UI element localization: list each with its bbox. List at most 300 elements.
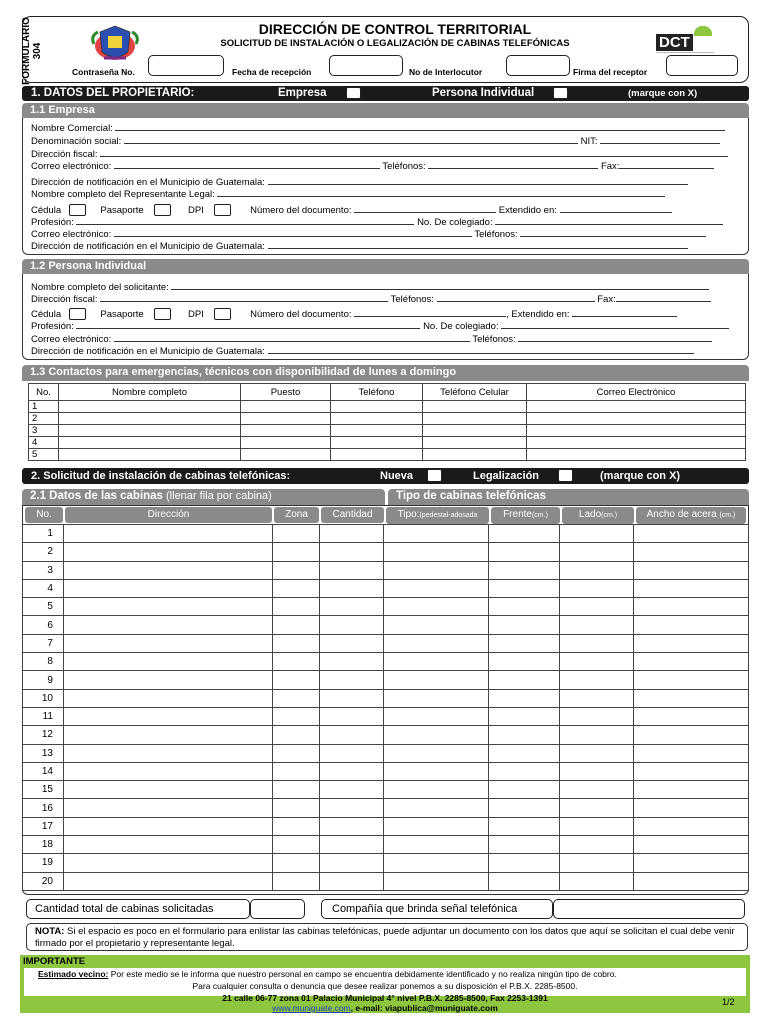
cell[interactable] <box>489 689 560 707</box>
table-row <box>23 525 749 543</box>
interlocutor-label: No de Interlocutor <box>409 67 483 77</box>
cell[interactable] <box>384 543 489 561</box>
cell[interactable] <box>59 413 241 425</box>
cell[interactable] <box>384 744 489 762</box>
cell[interactable] <box>319 762 384 780</box>
cell[interactable] <box>489 543 560 561</box>
correo-row <box>31 160 714 173</box>
cell[interactable] <box>63 854 272 872</box>
section1-title: 1. DATOS DEL PROPIETARIO: <box>31 87 195 99</box>
p-num-doc-label: Número del documento: <box>250 309 352 320</box>
cell[interactable] <box>384 836 489 854</box>
cell[interactable] <box>384 726 489 744</box>
fecha-input[interactable] <box>329 55 403 76</box>
pasaporte-checkbox[interactable] <box>154 204 171 216</box>
cell[interactable] <box>63 872 272 890</box>
cell[interactable] <box>560 707 634 725</box>
cell[interactable] <box>319 598 384 616</box>
cell[interactable] <box>272 744 319 762</box>
cell[interactable] <box>489 854 560 872</box>
cell[interactable] <box>634 799 749 817</box>
denominacion-field[interactable] <box>124 135 578 144</box>
cell[interactable] <box>272 836 319 854</box>
correo-field[interactable] <box>114 160 380 169</box>
profesion-field[interactable] <box>76 216 414 225</box>
row-number: 5 <box>29 449 59 461</box>
row-number: 1 <box>29 401 59 413</box>
cell[interactable] <box>384 598 489 616</box>
web-link[interactable]: www.muniguate.com <box>272 1003 351 1013</box>
cell[interactable] <box>560 653 634 671</box>
table-row <box>23 781 749 799</box>
cell[interactable] <box>489 726 560 744</box>
cell[interactable] <box>489 817 560 835</box>
lado-label: Lado <box>578 509 602 520</box>
cell[interactable] <box>331 449 423 461</box>
cell[interactable] <box>634 561 749 579</box>
cantidad-total-input[interactable] <box>250 899 305 919</box>
dpi-checkbox[interactable] <box>214 204 231 216</box>
cell[interactable] <box>272 579 319 597</box>
cell[interactable] <box>241 413 331 425</box>
cell[interactable] <box>634 616 749 634</box>
denominacion-label: Denominación social: <box>31 136 122 147</box>
cell[interactable] <box>63 579 272 597</box>
cell[interactable] <box>634 579 749 597</box>
cabinas-title-note: (llenar fila por cabina) <box>166 490 272 502</box>
form-number-label: FORMULARIO 304 <box>21 17 43 85</box>
cell[interactable] <box>384 671 489 689</box>
contrasena-input[interactable] <box>148 55 224 76</box>
cab-header-tipo <box>386 507 489 524</box>
section2-title: 2. Solicitud de instalación de cabinas telefónicas: <box>31 470 291 482</box>
cab-header-no: No. <box>25 507 63 523</box>
cell[interactable] <box>272 671 319 689</box>
cell[interactable] <box>489 525 560 543</box>
cell[interactable] <box>384 634 489 652</box>
cell[interactable] <box>319 634 384 652</box>
cell[interactable] <box>63 836 272 854</box>
cell[interactable] <box>63 561 272 579</box>
cell[interactable] <box>384 707 489 725</box>
table-row <box>23 561 749 579</box>
table-row <box>29 401 746 413</box>
cell[interactable] <box>489 579 560 597</box>
representante-row <box>31 188 665 201</box>
cell[interactable] <box>384 653 489 671</box>
cell[interactable] <box>634 525 749 543</box>
cell[interactable] <box>489 616 560 634</box>
row-number: 20 <box>23 872 64 890</box>
table-row <box>23 579 749 597</box>
cell[interactable] <box>489 799 560 817</box>
cell[interactable] <box>384 799 489 817</box>
cell[interactable] <box>634 854 749 872</box>
cell[interactable] <box>272 634 319 652</box>
cell[interactable] <box>63 689 272 707</box>
row-number: 17 <box>23 817 64 835</box>
representante-field[interactable] <box>217 188 665 197</box>
cell[interactable] <box>63 525 272 543</box>
solicitante-label: Nombre completo del solicitante: <box>31 282 169 293</box>
row-number: 4 <box>23 579 64 597</box>
cell[interactable] <box>423 449 527 461</box>
cell[interactable] <box>319 525 384 543</box>
cantidad-total-label-box <box>26 899 250 919</box>
cell[interactable] <box>634 543 749 561</box>
cell[interactable] <box>319 707 384 725</box>
cell[interactable] <box>527 437 746 449</box>
contact-line <box>20 1003 750 1013</box>
cell[interactable] <box>272 689 319 707</box>
table-row <box>23 836 749 854</box>
cell[interactable] <box>384 762 489 780</box>
cell[interactable] <box>489 634 560 652</box>
cell[interactable] <box>489 872 560 890</box>
p-dpi-label: DPI <box>187 309 204 320</box>
cell[interactable] <box>272 598 319 616</box>
correo2-field[interactable] <box>114 228 472 237</box>
cell[interactable] <box>272 543 319 561</box>
cell[interactable] <box>319 781 384 799</box>
cell[interactable] <box>63 762 272 780</box>
row-number: 9 <box>23 671 64 689</box>
p-direccion-label: Dirección fiscal: <box>31 294 98 305</box>
cell[interactable] <box>384 616 489 634</box>
cell[interactable] <box>560 634 634 652</box>
cell[interactable] <box>489 561 560 579</box>
cell[interactable] <box>319 561 384 579</box>
cell[interactable] <box>634 762 749 780</box>
cell[interactable] <box>634 653 749 671</box>
dct-logo: DCT <box>656 26 716 54</box>
cell[interactable] <box>560 872 634 890</box>
cell[interactable] <box>319 579 384 597</box>
cell[interactable] <box>319 726 384 744</box>
p-direccion-field[interactable] <box>100 293 388 302</box>
cell[interactable] <box>63 744 272 762</box>
cell[interactable] <box>489 707 560 725</box>
compania-input[interactable] <box>553 899 745 919</box>
cell[interactable] <box>272 781 319 799</box>
cell[interactable] <box>489 762 560 780</box>
p-num-doc-field[interactable] <box>354 308 506 317</box>
cell[interactable] <box>272 799 319 817</box>
vecino-text: Por este medio se le informa que nuestro personal en campo se encuentra debidamente identificado y no realiza ningún tipo de cobro. <box>110 969 617 979</box>
table-row <box>23 817 749 835</box>
p-colegiado-label: No. De colegiado: <box>423 321 499 332</box>
cell[interactable] <box>319 616 384 634</box>
cell[interactable] <box>489 671 560 689</box>
pasaporte-label: Pasaporte <box>100 205 144 216</box>
cell[interactable] <box>384 579 489 597</box>
profesion-label: Profesión: <box>31 217 74 228</box>
cell[interactable] <box>489 836 560 854</box>
cell[interactable] <box>63 671 272 689</box>
cell[interactable] <box>384 854 489 872</box>
p-telefonos2-field[interactable] <box>518 333 712 342</box>
p-profesion-label: Profesión: <box>31 321 74 332</box>
cell[interactable] <box>527 401 746 413</box>
cell[interactable] <box>319 671 384 689</box>
table-row <box>23 726 749 744</box>
p-correo-field[interactable] <box>114 333 470 342</box>
cell[interactable] <box>272 872 319 890</box>
cell[interactable] <box>634 817 749 835</box>
cell[interactable] <box>527 413 746 425</box>
nit-label: NIT: <box>580 136 598 147</box>
cell[interactable] <box>634 744 749 762</box>
nota-label: NOTA: <box>35 926 65 937</box>
cell[interactable] <box>560 561 634 579</box>
p-dpi-checkbox[interactable] <box>214 308 231 320</box>
p-profesion-row <box>31 320 729 333</box>
cell[interactable] <box>63 598 272 616</box>
cell[interactable] <box>560 726 634 744</box>
row-number: 2 <box>23 543 64 561</box>
p-fax-field[interactable] <box>616 293 711 302</box>
contacts-header-no: No. <box>29 384 59 401</box>
cab-header-cantidad: Cantidad <box>321 507 384 523</box>
cell[interactable] <box>272 762 319 780</box>
cell[interactable] <box>560 616 634 634</box>
cell[interactable] <box>331 413 423 425</box>
cell[interactable] <box>384 561 489 579</box>
cell[interactable] <box>319 689 384 707</box>
cell[interactable] <box>634 634 749 652</box>
opt-persona-checkbox[interactable] <box>553 87 568 99</box>
p-cedula-checkbox[interactable] <box>69 308 86 320</box>
cell[interactable] <box>489 781 560 799</box>
cell[interactable] <box>527 449 746 461</box>
nombre-comercial-row <box>31 122 725 135</box>
cell[interactable] <box>634 872 749 890</box>
cell[interactable] <box>560 689 634 707</box>
cell[interactable] <box>560 781 634 799</box>
denominacion-row <box>31 135 720 148</box>
nombre-comercial-field[interactable] <box>115 122 725 131</box>
cell[interactable] <box>560 579 634 597</box>
consulta-text: Para cualquier consulta o denuncia que desee realizar ponemos a su disposición el P.B.X. 2285-8500. <box>192 981 578 991</box>
table-row <box>23 598 749 616</box>
cell[interactable] <box>423 425 527 437</box>
section1-bar <box>22 86 749 101</box>
cell[interactable] <box>272 616 319 634</box>
cedula-checkbox[interactable] <box>69 204 86 216</box>
cell[interactable] <box>634 781 749 799</box>
cell[interactable] <box>634 598 749 616</box>
cell[interactable] <box>560 744 634 762</box>
persona-title: 1.2 Persona Individual <box>22 259 749 274</box>
solicitante-field[interactable] <box>171 281 709 290</box>
cell[interactable] <box>63 634 272 652</box>
cell[interactable] <box>331 401 423 413</box>
cell[interactable] <box>63 799 272 817</box>
cell[interactable] <box>319 543 384 561</box>
row-number: 1 <box>23 525 64 543</box>
cell[interactable] <box>331 437 423 449</box>
section2-note: (marque con X) <box>600 470 681 482</box>
cell[interactable] <box>241 401 331 413</box>
cell[interactable] <box>319 872 384 890</box>
fax-field[interactable] <box>619 160 714 169</box>
cell[interactable] <box>272 726 319 744</box>
cell[interactable] <box>63 616 272 634</box>
cell[interactable] <box>560 598 634 616</box>
cell[interactable] <box>489 744 560 762</box>
colegiado-field[interactable] <box>495 216 723 225</box>
cell[interactable] <box>634 726 749 744</box>
row-number: 4 <box>29 437 59 449</box>
cell[interactable] <box>59 449 241 461</box>
cell[interactable] <box>241 437 331 449</box>
num-doc-field[interactable] <box>354 204 496 213</box>
opt-empresa-checkbox[interactable] <box>346 87 361 99</box>
cell[interactable] <box>560 525 634 543</box>
cell[interactable] <box>272 817 319 835</box>
cell[interactable] <box>63 726 272 744</box>
table-row <box>29 413 746 425</box>
cantidad-total-label: Cantidad total de cabinas solicitadas <box>35 903 214 915</box>
cell[interactable] <box>59 437 241 449</box>
extendido-field[interactable] <box>560 204 672 213</box>
cell[interactable] <box>423 401 527 413</box>
cell[interactable] <box>319 653 384 671</box>
cell[interactable] <box>384 525 489 543</box>
cell[interactable] <box>384 781 489 799</box>
cell[interactable] <box>384 872 489 890</box>
cell[interactable] <box>272 854 319 872</box>
row-number: 16 <box>23 799 64 817</box>
cell[interactable] <box>272 653 319 671</box>
section2-bar <box>22 468 749 484</box>
page-number: 1/2 <box>722 997 735 1007</box>
compania-label-box <box>321 899 553 919</box>
colegiado-label: No. De colegiado: <box>417 217 493 228</box>
interlocutor-input[interactable] <box>506 55 570 76</box>
dir-notif-label: Dirección de notificación en el Municipio de Guatemala: <box>31 177 265 188</box>
cell[interactable] <box>634 671 749 689</box>
cell[interactable] <box>423 413 527 425</box>
p-pasaporte-checkbox[interactable] <box>154 308 171 320</box>
cell[interactable] <box>560 854 634 872</box>
cell[interactable] <box>634 689 749 707</box>
table-row <box>29 437 746 449</box>
tipo-label: Tipo: <box>397 509 420 520</box>
p-extendido-field[interactable] <box>572 308 677 317</box>
cell[interactable] <box>63 707 272 725</box>
cell[interactable] <box>560 817 634 835</box>
table-row <box>23 707 749 725</box>
cell[interactable] <box>384 817 489 835</box>
dir-notif2-row <box>31 240 688 253</box>
cell[interactable] <box>63 653 272 671</box>
cell[interactable] <box>560 543 634 561</box>
lado-sub: (cm.) <box>601 512 618 519</box>
cell[interactable] <box>272 561 319 579</box>
contacts-header-telefono: Teléfono <box>331 384 423 401</box>
correo-label: Correo electrónico: <box>31 161 112 172</box>
cell[interactable] <box>241 449 331 461</box>
cell[interactable] <box>560 799 634 817</box>
row-number: 13 <box>23 744 64 762</box>
cell[interactable] <box>319 799 384 817</box>
cell[interactable] <box>527 425 746 437</box>
cell[interactable] <box>63 543 272 561</box>
p-pasaporte-label: Pasaporte <box>100 309 144 320</box>
table-row <box>23 689 749 707</box>
cell[interactable] <box>423 437 527 449</box>
telefonos2-field[interactable] <box>520 228 706 237</box>
cell[interactable] <box>634 836 749 854</box>
telefonos-field[interactable] <box>428 160 598 169</box>
firma-input[interactable] <box>666 55 738 76</box>
cell[interactable] <box>489 598 560 616</box>
direccion-fiscal-field[interactable] <box>100 148 728 157</box>
cell[interactable] <box>319 854 384 872</box>
p-correo-label: Correo electrónico: <box>31 334 112 345</box>
p-telefonos-field[interactable] <box>437 293 595 302</box>
tipo-sub: (pedestal-adosada <box>419 512 478 519</box>
footer-box <box>20 955 750 1013</box>
p-profesion-field[interactable] <box>76 320 420 329</box>
cell[interactable] <box>319 836 384 854</box>
cell[interactable] <box>560 762 634 780</box>
cabinas-title-bar <box>22 489 385 505</box>
cell[interactable] <box>319 817 384 835</box>
p-dir-notif-label: Dirección de notificación en el Municipio de Guatemala: <box>31 346 265 357</box>
nit-field[interactable] <box>600 135 720 144</box>
cab-header-frente <box>491 507 560 524</box>
contacts-header-nombre: Nombre completo <box>59 384 241 401</box>
row-number: 6 <box>23 616 64 634</box>
cell[interactable] <box>63 817 272 835</box>
direccion-fiscal-label: Dirección fiscal: <box>31 149 98 160</box>
cell[interactable] <box>59 401 241 413</box>
dir-notif2-field[interactable] <box>268 240 688 249</box>
dir-notif-field[interactable] <box>268 176 688 185</box>
cell[interactable] <box>59 425 241 437</box>
cab-header-direccion: Dirección <box>65 507 272 523</box>
cell[interactable] <box>560 836 634 854</box>
table-row <box>23 872 749 890</box>
dir-notif2-label: Dirección de notificación en el Municipio de Guatemala: <box>31 241 265 252</box>
p-dir-notif-field[interactable] <box>268 345 694 354</box>
opt-persona-label: Persona Individual <box>432 87 535 99</box>
cabinas-title: 2.1 Datos de las cabinas <box>30 490 163 502</box>
cell[interactable] <box>63 781 272 799</box>
dpi-label: DPI <box>187 205 204 216</box>
cell[interactable] <box>319 744 384 762</box>
nueva-checkbox[interactable] <box>427 469 442 482</box>
cell[interactable] <box>489 653 560 671</box>
legalizacion-checkbox[interactable] <box>558 469 573 482</box>
fax-label: Fax: <box>600 161 620 172</box>
row-number: 14 <box>23 762 64 780</box>
cell[interactable] <box>272 707 319 725</box>
row-number: 11 <box>23 707 64 725</box>
cell[interactable] <box>331 425 423 437</box>
cell[interactable] <box>272 525 319 543</box>
cell[interactable] <box>241 425 331 437</box>
row-number: 12 <box>23 726 64 744</box>
cell[interactable] <box>384 689 489 707</box>
cell[interactable] <box>560 671 634 689</box>
p-colegiado-field[interactable] <box>501 320 729 329</box>
ancho-sub: (cm.) <box>719 512 736 519</box>
p-dir-notif-row <box>31 345 694 358</box>
cell[interactable] <box>634 707 749 725</box>
